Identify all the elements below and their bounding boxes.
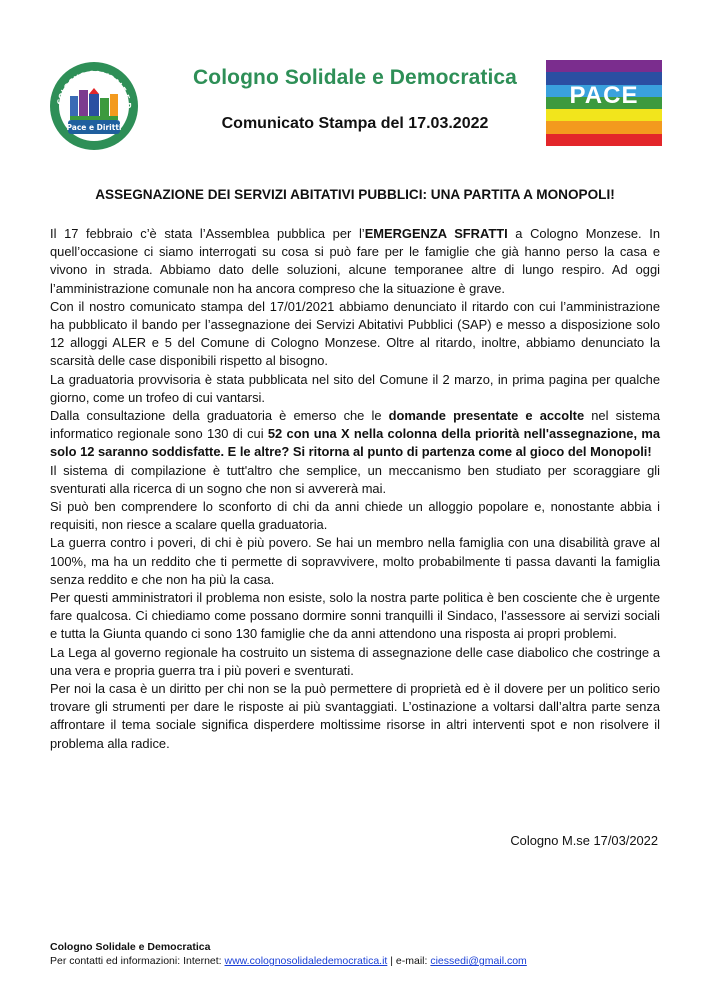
paragraph-1: Il 17 febbraio c’è stata l’Assemblea pubblica per l’EMERGENZA SFRATTI a Cologno Monzese. In quell’occasione ci siamo interrogati su cosa si può fare per le famiglie che già hanno perso la casa e vivono in strada. Abbiamo dato delle soluzioni, alcune temporanee altre di lungo respiro. Ad oggi l’amministrazione comunale non ha ancora compreso che la situazione è grave. [50, 226, 661, 296]
footer-contacts: Per contatti ed informazioni: Internet: www.colognosolidaledemocratica.it | e-mail: ciessedi@gmail.com [50, 955, 527, 967]
article-body [50, 225, 660, 753]
paragraph-6: Si può ben comprendere lo sconforto di chi da anni chiede un alloggio popolare e, nonostante abbia i requisiti, non riesce a scalare quella graduatoria. [50, 499, 660, 533]
paragraph-3: La graduatoria provvisoria è stata pubblicata nel sito del Comune il 2 marzo, in prima pagina per qualche giorno, come un trofeo di cui vantarsi. [50, 371, 660, 405]
press-release-title: Comunicato Stampa del 17.03.2022 [221, 115, 489, 132]
paragraph-5: Il sistema di compilazione è tutt'altro che semplice, un meccanismo ben studiato per scoraggiare gli sventurati alla ricerca di un sogno che non si avvererà mai. [50, 462, 660, 496]
footer [50, 940, 527, 968]
emphasis-priorita: 52 con una X nella colonna della priorità nell'assegnazione, ma solo 12 saranno soddisfatte. E le altre? Si ritorna al punto di partenza come al gioco del Monopoli! [50, 426, 660, 460]
paragraph-8: Per questi amministratori il problema non esiste, solo la nostra parte politica è ben cosciente che è urgente fare qualcosa. Ci chiediamo come possano dormire sonni tranquilli il Sindaco, l’assessore ai servizi sociali e tutta la Giunta quando ci sono 130 famiglie che da anni attendono una risposta ai propri problemi. [50, 590, 660, 642]
paragraph-4: Dalla consultazione della graduatoria è emerso che le domande presentate e accolte nel sistema informatico regionale sono 130 di cui 52 con una X nella colonna della priorità nell'assegnazione, ma solo 12 saranno soddisfatte. E le altre? Si ritorna al punto di partenza come al gioco del Monopoli! [50, 408, 660, 460]
paragraph-7: La guerra contro i poveri, di chi è più povero. Se hai un membro nella famiglia con una disabilità grave al 100%, ma ha un reddito che ti permette di sopravvivere, molto probabilmente ti passa davanti la famiglia senza reddito e che non ha più la casa. [50, 535, 660, 587]
rainbow-peace-flag-icon [546, 60, 662, 146]
emphasis-emergenza-sfratti: EMERGENZA SFRATTI [364, 226, 508, 241]
footer-org: Cologno Solidale e Democratica [50, 941, 211, 953]
logo-badge-text: Pace e Diritti [66, 123, 122, 132]
signoff-date: Cologno M.se 17/03/2022 [510, 833, 658, 848]
paragraph-9: La Lega al governo regionale ha costruito un sistema di assegnazione delle case diabolico che costringe a una vera e propria guerra tra i più poveri e sventurati. [50, 644, 660, 678]
headline: ASSEGNAZIONE DEI SERVIZI ABITATIVI PUBBLICI: UNA PARTITA A MONOPOLI! [95, 187, 615, 202]
paragraph-2: Con il nostro comunicato stampa del 17/01/2021 abbiamo denunciato il ritardo con cui l’amministrazione ha pubblicato il bando per l’assegnazione dei Servizi Abitativi Pubblici (SAP) e messo a disposizione solo 12 alloggi ALER e 5 del Comune di Cologno Monzese. Oltre al ritardo, inoltre, abbiamo denunciato la scarsità delle case disponibili rispetto al bisogno. [50, 298, 660, 369]
emphasis-domande: domande presentate e accolte [388, 408, 585, 424]
website-link[interactable]: www.colognosolidaledemocratica.it [224, 955, 388, 967]
org-title: Cologno Solidale e Democratica [193, 66, 517, 89]
cologno-solidale-logo-icon [48, 60, 140, 152]
paragraph-10: Per noi la casa è un diritto per chi non se la può permettere di proprietà ed è il dovere per un politico serio trovare gli strumenti per dare le risposte ai più svantaggiati. L’ostinazione a voltarsi dall’altra parte senza affrontare il tema sociale significa disperdere moltissime risorse in altri interventi spot e non risolvere il problema alla radice. [50, 681, 660, 751]
logo-ring-text: COLOGNO SOLIDALE E D [55, 68, 134, 109]
email-link[interactable]: ciessedi@gmail.com [430, 955, 527, 967]
flag-word: PACE [569, 82, 639, 109]
